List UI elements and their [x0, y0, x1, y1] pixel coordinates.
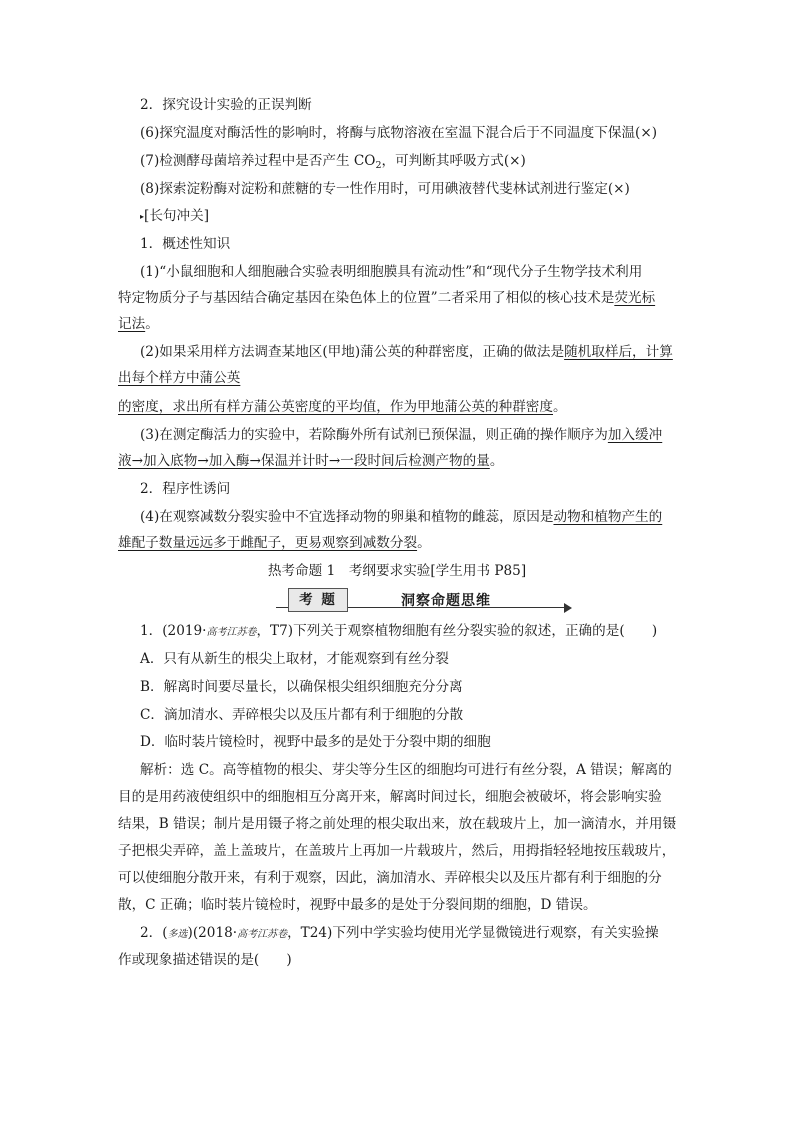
question-stem: 作或现象描述错误的是( ): [118, 952, 292, 968]
judgment-item: (6)探究温度对酶活性的影响时，将酶与底物溶液在室温下混合后于不同温度下保温(×): [140, 125, 658, 141]
long-sentence-label: ▸[长句冲关]: [140, 208, 209, 224]
question-text: 的密度，求出所有样方蒲公英密度的平均值，作为甲地蒲公英的种群密度。: [118, 399, 567, 415]
question-text: (4)在观察减数分裂实验中不宜选择动物的卵巢和植物的雌蕊，原因是动物和植物产生的: [140, 509, 663, 525]
section-banner: [276, 588, 574, 614]
judgment-item: (8)探索淀粉酶对淀粉和蔗糖的专一性作用时，可用碘液替代斐林试剂进行鉴定(×): [140, 181, 630, 197]
question-text: (1)“小鼠细胞和人细胞融合实验表明细胞膜具有流动性”和“现代分子生物学技术利用: [140, 264, 643, 280]
explanation-text: 目的是用药液使组织中的细胞相互分离开来，解离时间过长，细胞会被破坏，将会影响实验: [118, 789, 662, 805]
multi-select-tag: 多选: [167, 929, 188, 940]
question-stem: 2．(多选)(2018·高考江苏卷，T24)下列中学实验均使用光学显微镜进行观察，有关实验操: [140, 925, 659, 941]
question-text: 特定物质分子与基因结合确定基因在染色体上的位置”二者采用了相似的核心技术是荧光标: [118, 290, 656, 306]
explanation-text: 结果，B 错误；制片是用镊子将之前处理的根尖取出来，放在载玻片上，加一滴清水，并用镊: [118, 816, 677, 832]
banner-title: 洞察命题思维: [401, 593, 491, 609]
source-label: 高考江苏卷: [237, 929, 288, 940]
answer-underlined: 雄配子数量远远多于雌配子，更易观察到减数分裂: [118, 535, 418, 551]
option-c: C．滴加清水、弄碎根尖以及压片都有利于细胞的分散: [140, 707, 464, 723]
question-text: (3)在测定酶活力的实验中，若除酶外所有试剂已预保温，则正确的操作顺序为加入缓冲: [140, 427, 663, 443]
question-text: (2)如果采用样方法调查某地区(甲地)蒲公英的种群密度，正确的做法是随机取样后，计算: [140, 344, 673, 360]
section-heading: 1．概述性知识: [140, 236, 231, 252]
section-heading: 2．探究设计实验的正误判断: [140, 97, 312, 113]
source-label: 高考江苏卷: [206, 627, 257, 638]
answer-underlined: 加入缓冲: [607, 427, 663, 443]
question-text: 记法。: [118, 316, 159, 332]
answer-underlined: 记法: [118, 316, 146, 332]
answer-underlined: 随机取样后，计算: [564, 344, 673, 360]
question-stem: 1．(2019·高考江苏卷，T7)下列关于观察植物细胞有丝分裂实验的叙述，正确的是( ): [140, 623, 658, 639]
option-b: B．解离时间要尽量长，以确保根尖组织细胞充分分离: [140, 679, 463, 695]
answer-underlined: 液→加入底物→加入酶→保温并计时→一段时间后检测产物的量: [118, 453, 490, 469]
question-text: 液→加入底物→加入酶→保温并计时→一段时间后检测产物的量。: [118, 453, 504, 469]
explanation-text: 可以使细胞分散开来，有利于观察，因此，滴加清水、弄碎根尖以及压片都有利于细胞的分: [118, 870, 662, 886]
triangle-icon: ▸: [140, 212, 145, 221]
answer-underlined: 荧光标: [614, 290, 656, 306]
answer-underlined: 动物和植物产生的: [553, 509, 663, 525]
arrow-right-icon: [564, 603, 572, 613]
answer-underlined: 出每个样方中蒲公英: [118, 370, 241, 386]
explanation-text: 子把根尖弄碎，盖上盖玻片，在盖玻片上再加一片载玻片，然后，用拇指轻轻地按压载玻片，: [118, 843, 676, 859]
topic-title: 热考命题 1 考纲要求实验[学生用书 P85]: [267, 563, 527, 579]
question-text: 雄配子数量远远多于雌配子，更易观察到减数分裂。: [118, 535, 431, 551]
answer-underlined: 的密度，求出所有样方蒲公英密度的平均值，作为甲地蒲公英的种群密度: [118, 399, 553, 415]
banner-badge: 考 题: [288, 588, 348, 612]
explanation-text: 解析：选 C。高等植物的根尖、芽尖等分生区的细胞均可进行有丝分裂，A 错误；解离的: [140, 762, 672, 778]
section-heading: 2．程序性诱问: [140, 481, 231, 497]
judgment-item: (7)检测酵母菌培养过程中是否产生 $CO_2$，可判断其呼吸方式(×): [140, 153, 526, 171]
option-a: A．只有从新生的根尖上取材，才能观察到有丝分裂: [140, 651, 449, 667]
option-d: D．临时装片镜检时，视野中最多的是处于分裂中期的细胞: [140, 734, 491, 750]
explanation-text: 散，C 正确；临时装片镜检时，视野中最多的是处于分裂间期的细胞，D 错误。: [118, 897, 597, 913]
question-text: [118, 369, 683, 387]
